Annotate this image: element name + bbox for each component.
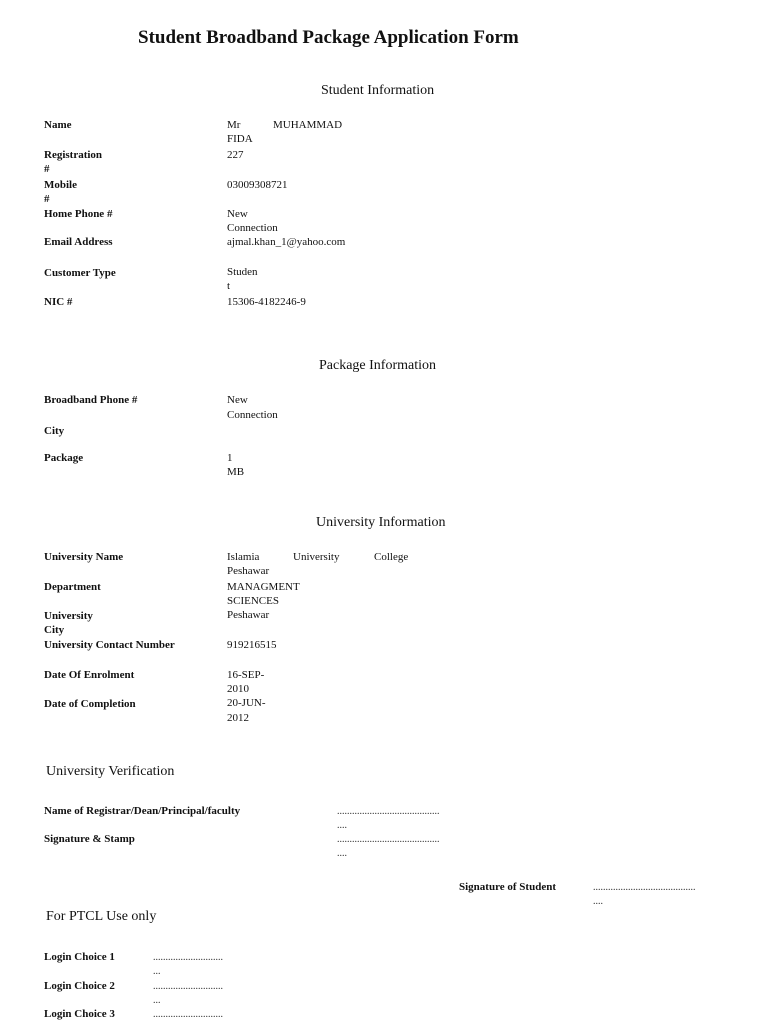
university-name-word3: College xyxy=(374,551,409,563)
name-value-line2: FIDA xyxy=(227,133,253,145)
university-name-word1: Islamia xyxy=(227,551,260,563)
broadband-phone-value-line1: New xyxy=(227,394,248,406)
login-choice-3-label: Login Choice 3 xyxy=(44,1008,115,1020)
enrolment-label: Date Of Enrolment xyxy=(44,669,135,681)
name-label: Name xyxy=(44,119,72,131)
completion-value-line1: 20-JUN- xyxy=(227,697,266,709)
city-label: City xyxy=(44,425,65,437)
name-prefix: Mr xyxy=(227,119,241,131)
university-name-line2: Peshawar xyxy=(227,565,270,577)
home-phone-value-line2: Connection xyxy=(227,222,278,234)
customer-type-label: Customer Type xyxy=(44,267,116,279)
department-value-line1: MANAGMENT xyxy=(227,581,300,593)
signature-stamp-dots: ......................................... xyxy=(337,834,440,845)
university-contact-label: University Contact Number xyxy=(44,639,175,651)
name-value-line1: MUHAMMAD xyxy=(273,119,343,131)
registrar-label: Name of Registrar/Dean/Principal/faculty xyxy=(44,805,241,817)
registration-value: 227 xyxy=(227,149,244,161)
package-label: Package xyxy=(44,452,84,464)
login-choice-1-dots: ............................ xyxy=(153,952,223,963)
login-choice-3-dots: ............................ xyxy=(153,1009,223,1020)
university-verification-heading: University Verification xyxy=(46,764,175,779)
mobile-label: Mobile xyxy=(44,179,77,191)
login-choice-2-dots-cont: ... xyxy=(153,995,161,1006)
university-information-heading: University Information xyxy=(316,515,446,530)
registration-label: Registration xyxy=(44,149,103,161)
login-choice-2-label: Login Choice 2 xyxy=(44,980,115,992)
department-label: Department xyxy=(44,581,101,593)
package-information-heading: Package Information xyxy=(319,358,437,373)
registrar-dots: ......................................... xyxy=(337,806,440,817)
department-value-line2: SCIENCES xyxy=(227,595,279,607)
login-choice-1-dots-cont: ... xyxy=(153,966,161,977)
enrolment-value-line2: 2010 xyxy=(227,683,249,695)
registrar-dots-cont: .... xyxy=(337,820,347,831)
form-title: Student Broadband Package Application Form xyxy=(138,27,519,48)
mobile-label-hash: # xyxy=(44,193,50,205)
nic-label: NIC # xyxy=(44,296,73,308)
email-value: ajmal.khan_1@yahoo.com xyxy=(227,236,346,248)
login-choice-2-dots: ............................ xyxy=(153,981,223,992)
student-signature-dots-cont: .... xyxy=(593,896,603,907)
home-phone-label: Home Phone # xyxy=(44,208,113,220)
university-contact-value: 919216515 xyxy=(227,639,277,651)
student-signature-label: Signature of Student xyxy=(459,881,556,893)
customer-type-value-line2: t xyxy=(227,280,231,292)
mobile-value: 03009308721 xyxy=(227,179,288,191)
university-city-label-line2: City xyxy=(44,624,65,636)
broadband-phone-value-line2: Connection xyxy=(227,409,278,421)
email-label: Email Address xyxy=(44,236,113,248)
university-name-label: University Name xyxy=(44,551,124,563)
signature-stamp-dots-cont: .... xyxy=(337,848,347,859)
completion-value-line2: 2012 xyxy=(227,712,249,724)
customer-type-value-line1: Studen xyxy=(227,266,258,278)
university-name-word2: University xyxy=(293,551,340,563)
university-city-label: University xyxy=(44,610,93,622)
student-signature-dots: ......................................... xyxy=(593,882,696,893)
package-value-line2: MB xyxy=(227,466,245,478)
enrolment-value-line1: 16-SEP- xyxy=(227,669,265,681)
home-phone-value-line1: New xyxy=(227,208,248,220)
completion-label: Date of Completion xyxy=(44,698,136,710)
university-city-value: Peshawar xyxy=(227,609,270,621)
nic-value: 15306-4182246-9 xyxy=(227,296,306,308)
registration-label-hash: # xyxy=(44,163,50,175)
ptcl-use-heading: For PTCL Use only xyxy=(46,909,157,924)
package-value-line1: 1 xyxy=(227,452,233,464)
student-information-heading: Student Information xyxy=(321,83,435,98)
login-choice-1-label: Login Choice 1 xyxy=(44,951,115,963)
signature-stamp-label: Signature & Stamp xyxy=(44,833,135,845)
broadband-phone-label: Broadband Phone # xyxy=(44,394,138,406)
